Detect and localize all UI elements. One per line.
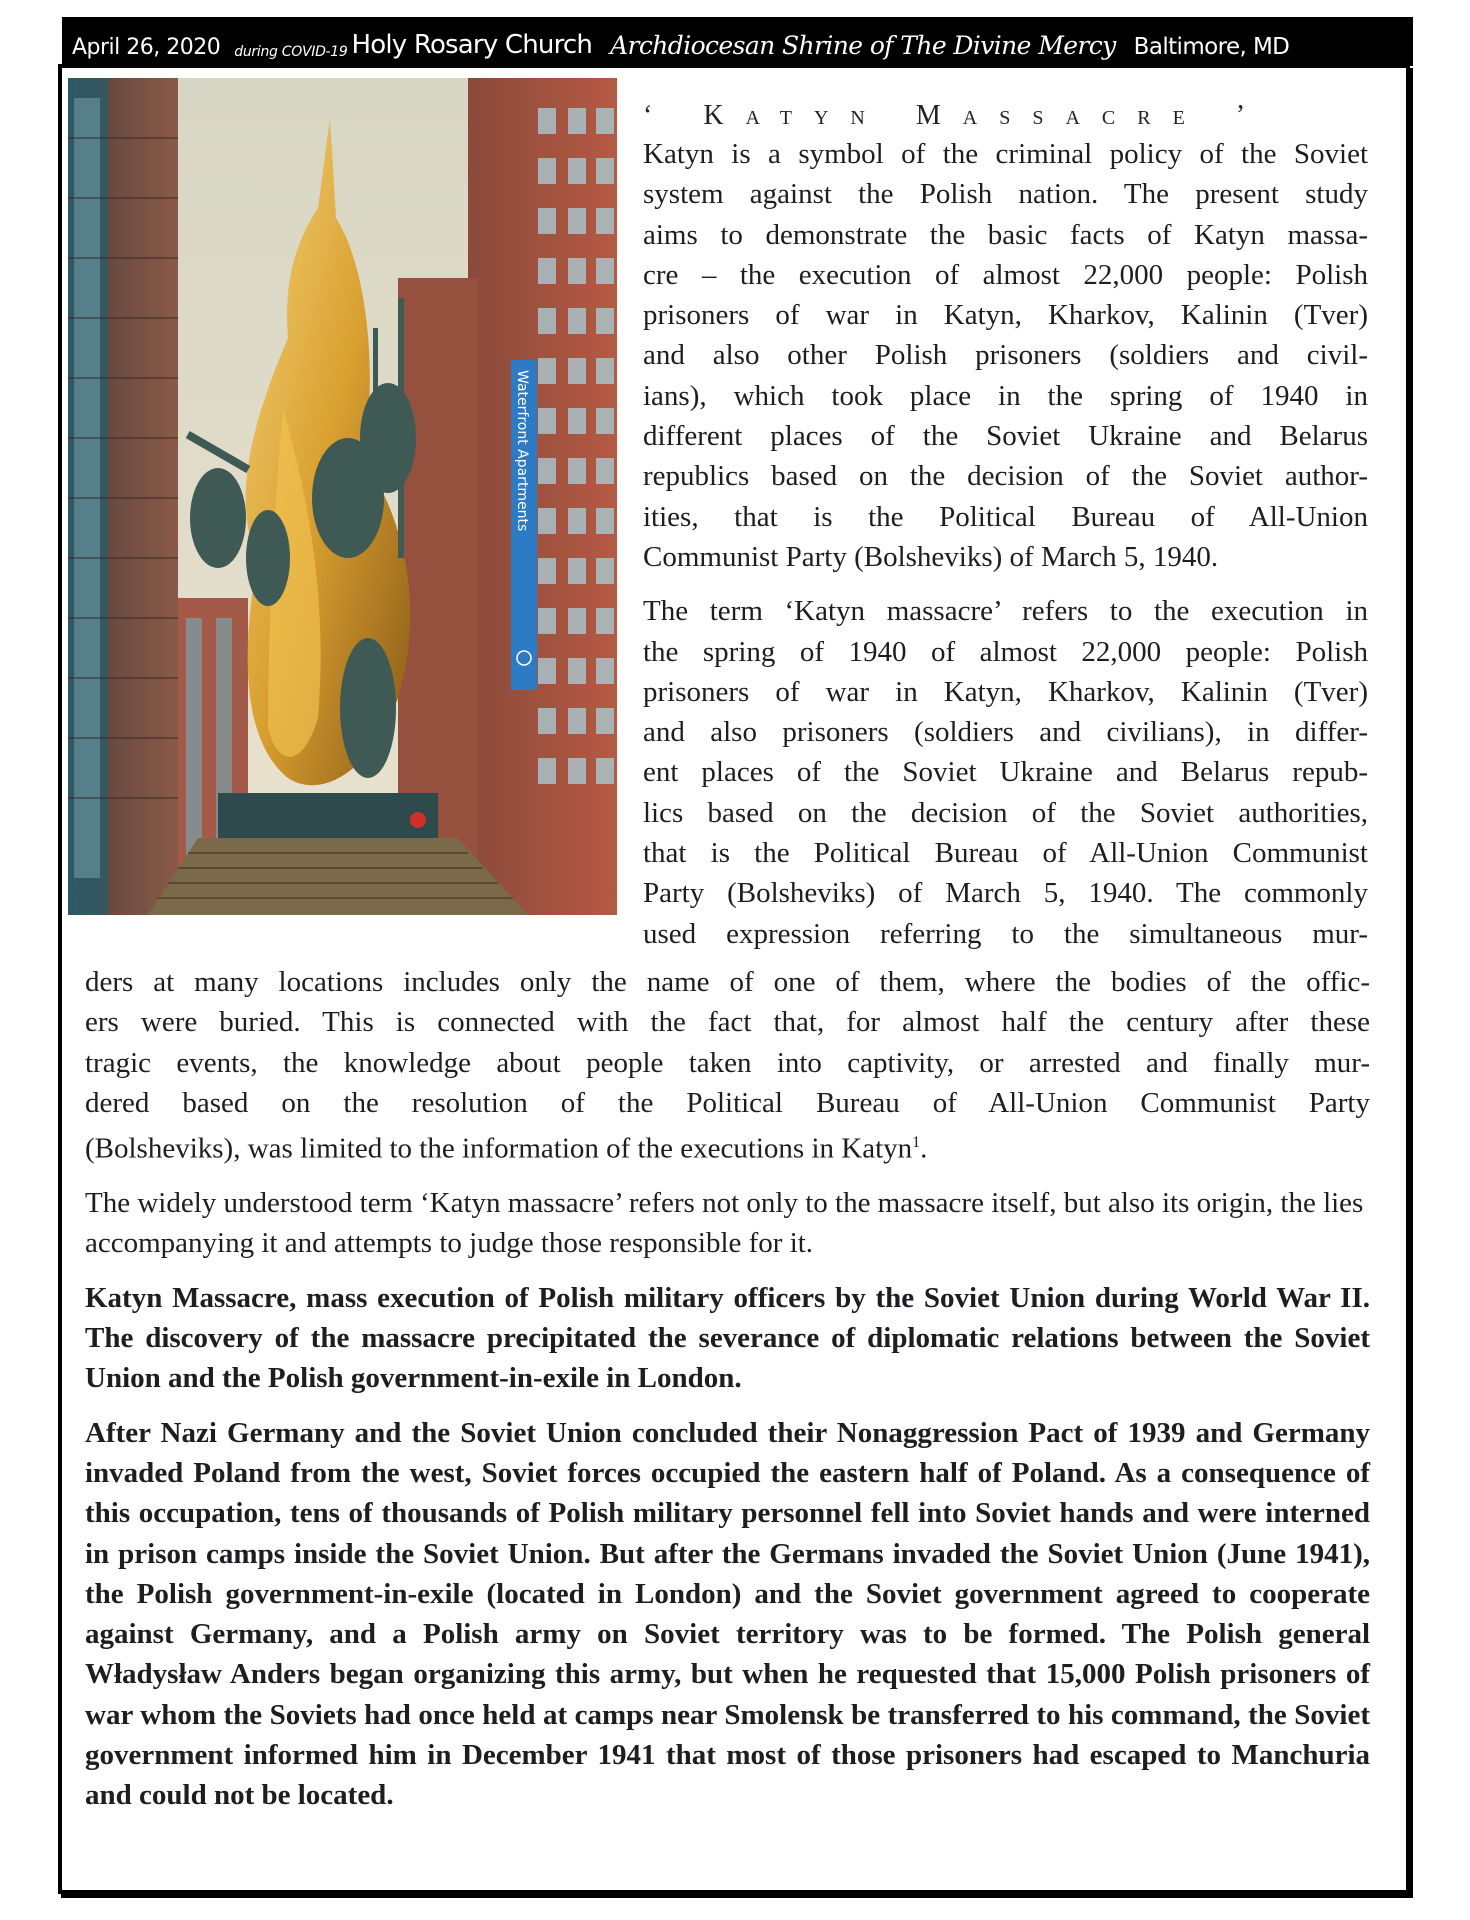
p2-line: used expression referring to the simultaneous mur- — [643, 917, 1368, 950]
header-date: April 26, 2020 — [72, 35, 221, 60]
header-city: Baltimore, MD — [1133, 34, 1290, 60]
p1-line: system against the Polish nation. The present study — [643, 178, 1368, 211]
p1-line: Katyn is a symbol of the criminal policy of the Soviet — [643, 138, 1368, 170]
paragraph-5: After Nazi Germany and the Soviet Union concluded their Nonaggression Pact of 1939 and Germany invaded Poland from the west, Soviet forces occupied the eastern half of Poland. As a consequence of this occupation, tens of thousands of Polish military personnel fell into Soviet hands and were interned in prison camps inside the Soviet Union. But after the Germans invaded the Soviet Union (June 1941), the Polish government-in-exile (located in London) and the Soviet government agreed to cooperate against Germany, and a Polish army on Soviet territory was to be formed. The Polish general Władysław Anders began organizing this army, but when he requested that 15,000 Polish prisoners of war whom the Soviets had once held at camps near Smolensk be transferred to his command, the Soviet government informed him in December 1941 that most of those prisoners had escaped to Manchuria and could not be located. — [85, 1416, 1370, 1812]
p1-line: aims to demonstrate the basic facts of Katyn massa- — [643, 218, 1368, 251]
p2-line: Party (Bolsheviks) of March 5, 1940. The commonly — [643, 877, 1368, 910]
p2-final-period: . — [920, 1132, 928, 1165]
paragraph-2-continued — [85, 962, 1370, 1816]
p2-full-line: ers were buried. This is connected with the fact that, for almost half the century after these — [85, 1006, 1370, 1039]
p2-line: lics based on the decision of the Soviet authorities, — [643, 796, 1368, 829]
p2-line: prisoners of war in Katyn, Kharkov, Kalinin (Tver) — [643, 675, 1368, 708]
p1-line: cre – the execution of almost 22,000 people: Polish — [643, 258, 1368, 291]
p1-line: republics based on the decision of the Soviet author- — [643, 460, 1368, 493]
p1-line: and also other Polish prisoners (soldiers and civil- — [643, 339, 1368, 372]
paragraph-1 — [643, 134, 1368, 577]
p2-final-line — [85, 1123, 1370, 1169]
p1-line: Communist Party (Bolsheviks) of March 5, 1940. — [643, 540, 1219, 573]
header-bar — [62, 17, 1413, 66]
p2-line: and also prisoners (soldiers and civilians), in differ- — [643, 716, 1368, 749]
paragraph-3: The widely understood term ‘Katyn massacre’ refers not only to the massacre itself, but also its origin, the lies accompanying it and attempts to judge those responsible for it. — [85, 1187, 1364, 1260]
p2-line: ent places of the Soviet Ukraine and Belarus repub- — [643, 756, 1368, 789]
p2-line: the spring of 1940 of almost 22,000 people: Polish — [643, 635, 1368, 668]
p1-line: different places of the Soviet Ukraine and Belarus — [643, 420, 1368, 453]
p1-line: ities, that is the Political Bureau of All-Union — [643, 500, 1368, 533]
photo-illustration — [68, 78, 617, 915]
p2-line: The term ‘Katyn massacre’ refers to the execution in — [643, 595, 1368, 628]
p1-line: ians), which took place in the spring of 1940 in — [643, 379, 1368, 412]
p2-full-line: ders at many locations includes only the name of one of them, where the bodies of the offic- — [85, 966, 1370, 998]
article-title: ‘ Katyn Massacre ’ — [643, 100, 1268, 131]
header-shrine-name: Archdiocesan Shrine of The Divine Mercy — [610, 31, 1116, 60]
right-column — [643, 100, 1368, 954]
katyn-memorial-photo — [68, 78, 617, 915]
p2-final-text: (Bolsheviks), was limited to the information of the executions in Katyn — [85, 1132, 913, 1165]
banner-text: Waterfront Apartments — [514, 370, 530, 532]
header-covid-note: during COVID-19 — [234, 44, 348, 60]
p2-full-line: tragic events, the knowledge about people taken into captivity, or arrested and finally mur- — [85, 1046, 1370, 1079]
header-church-name: Holy Rosary Church — [351, 30, 593, 60]
paragraph-4: Katyn Massacre, mass execution of Polish military officers by the Soviet Union during World War II. The discovery of the massacre precipitated the severance of diplomatic relations between the Soviet Union and the Polish government-in-exile in London. — [85, 1281, 1370, 1395]
footnote-marker[interactable]: 1 — [912, 1134, 921, 1152]
paragraph-2-top — [643, 591, 1368, 954]
p2-line: that is the Political Bureau of All-Union Communist — [643, 837, 1368, 870]
p1-line: prisoners of war in Katyn, Kharkov, Kalinin (Tver) — [643, 299, 1368, 332]
p2-full-line: dered based on the resolution of the Political Bureau of All-Union Communist Party — [85, 1086, 1370, 1119]
